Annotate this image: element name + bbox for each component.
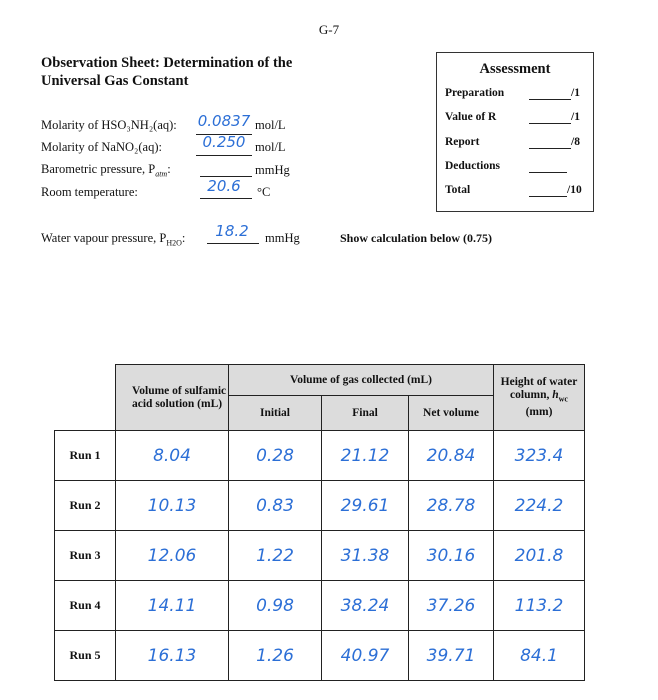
assessment-total-score: /10 (567, 184, 582, 196)
header-height-var: h (552, 389, 559, 402)
title-line-1: Observation Sheet: Determination of the (41, 55, 293, 71)
room-temp-value[interactable]: 20.6 (207, 177, 241, 195)
header-final: Final (322, 396, 409, 431)
molarity-hso3nh2-label: Molarity of HSO₃NH₂(aq): (41, 118, 177, 132)
height-cell[interactable]: 224.2 (494, 481, 585, 531)
table-row (55, 631, 585, 681)
height-cell[interactable]: 201.8 (494, 531, 585, 581)
page-number: G-7 (318, 22, 340, 37)
header-height-line2: (mm) (525, 405, 553, 418)
net-volume-cell[interactable]: 30.16 (409, 531, 494, 581)
assessment-report-line[interactable] (529, 148, 571, 149)
initial-cell[interactable]: 0.83 (229, 481, 322, 531)
sulfamic-cell[interactable]: 16.13 (116, 631, 229, 681)
room-temp-label: Room temperature: (41, 185, 138, 199)
water-vapour-row: Water vapour pressure, $P_{H2O}$: (41, 231, 186, 248)
table-row (55, 581, 585, 631)
assessment-report-label: Report (445, 136, 480, 148)
height-cell[interactable]: 84.1 (494, 631, 585, 681)
run-label: Run 2 (55, 481, 116, 531)
barometric-unit: mmHg (255, 163, 290, 177)
table-row (55, 531, 585, 581)
barometric-sub: atm (155, 169, 168, 179)
room-temp-row (41, 185, 138, 200)
barometric-row: Barometric pressure, $P_{atm}$: (41, 162, 171, 179)
water-vapour-sub: H2O (166, 238, 182, 248)
molarity-nano2-line (196, 155, 252, 156)
room-temp-unit: °C (257, 185, 271, 199)
water-vapour-label: Water vapour pressure, P (41, 231, 167, 245)
assessment-deductions-line[interactable] (529, 172, 567, 173)
net-volume-cell[interactable]: 20.84 (409, 431, 494, 481)
header-net-volume: Net volume (409, 396, 494, 431)
assessment-preparation-score: /1 (571, 87, 580, 99)
barometric-label: Barometric pressure, P (41, 162, 156, 176)
water-vapour-value[interactable]: 18.2 (215, 222, 249, 240)
net-volume-cell[interactable]: 37.26 (409, 581, 494, 631)
data-table (54, 364, 585, 681)
final-cell[interactable]: 29.61 (322, 481, 409, 531)
final-cell[interactable]: 40.97 (322, 631, 409, 681)
table-row (55, 481, 585, 531)
initial-cell[interactable]: 1.22 (229, 531, 322, 581)
header-height-sub: wc (558, 394, 568, 404)
height-cell[interactable]: 323.4 (494, 431, 585, 481)
assessment-value-r-score: /1 (571, 111, 580, 123)
assessment-total-label: Total (445, 184, 471, 196)
assessment-preparation-line[interactable] (529, 99, 571, 100)
room-temp-line (200, 198, 252, 199)
molarity-hso3nh2-unit: mol/L (255, 118, 286, 132)
header-height-line1: Height of water column, (500, 376, 578, 402)
molarity-nano2-unit: mol/L (255, 140, 286, 154)
molarity-nano2-value[interactable]: 0.250 (202, 133, 246, 151)
title-line-2: Universal Gas Constant (41, 73, 189, 89)
run-label: Run 3 (55, 531, 116, 581)
sulfamic-cell[interactable]: 12.06 (116, 531, 229, 581)
final-cell[interactable]: 31.38 (322, 531, 409, 581)
net-volume-cell[interactable]: 28.78 (409, 481, 494, 531)
height-cell[interactable]: 113.2 (494, 581, 585, 631)
final-cell[interactable]: 38.24 (322, 581, 409, 631)
sulfamic-cell[interactable]: 10.13 (116, 481, 229, 531)
assessment-title: Assessment (479, 61, 551, 77)
final-cell[interactable]: 21.12 (322, 431, 409, 481)
molarity-nano2-label: Molarity of NaNO₂(aq): (41, 140, 162, 154)
initial-cell[interactable]: 1.26 (229, 631, 322, 681)
sulfamic-cell[interactable]: 8.04 (116, 431, 229, 481)
table-corner (55, 365, 116, 431)
run-label: Run 5 (55, 631, 116, 681)
initial-cell[interactable]: 0.28 (229, 431, 322, 481)
initial-cell[interactable]: 0.98 (229, 581, 322, 631)
water-vapour-line (207, 243, 259, 244)
assessment-preparation-label: Preparation (445, 87, 505, 99)
water-vapour-unit: mmHg (265, 231, 300, 245)
assessment-box (436, 52, 594, 212)
molarity-nano2-row (41, 140, 162, 155)
assessment-deductions-label: Deductions (445, 160, 500, 172)
run-label: Run 1 (55, 431, 116, 481)
assessment-report-score: /8 (571, 136, 580, 148)
assessment-total-line[interactable] (529, 196, 567, 197)
header-initial: Initial (229, 396, 322, 431)
assessment-value-r-line[interactable] (529, 123, 571, 124)
page-title (41, 54, 292, 90)
sulfamic-cell[interactable]: 14.11 (116, 581, 229, 631)
table-row (55, 431, 585, 481)
header-sulfamic: Volume of sulfamic acid solution (mL) (116, 365, 229, 431)
header-height (494, 365, 585, 431)
header-gas-collected: Volume of gas collected (mL) (229, 365, 494, 396)
molarity-hso3nh2-row (41, 118, 177, 133)
run-label: Run 4 (55, 581, 116, 631)
molarity-hso3nh2-value[interactable]: 0.0837 (197, 112, 251, 130)
assessment-value-r-label: Value of R (445, 111, 497, 123)
net-volume-cell[interactable]: 39.71 (409, 631, 494, 681)
show-calculation-note: Show calculation below (0.75) (340, 231, 493, 245)
